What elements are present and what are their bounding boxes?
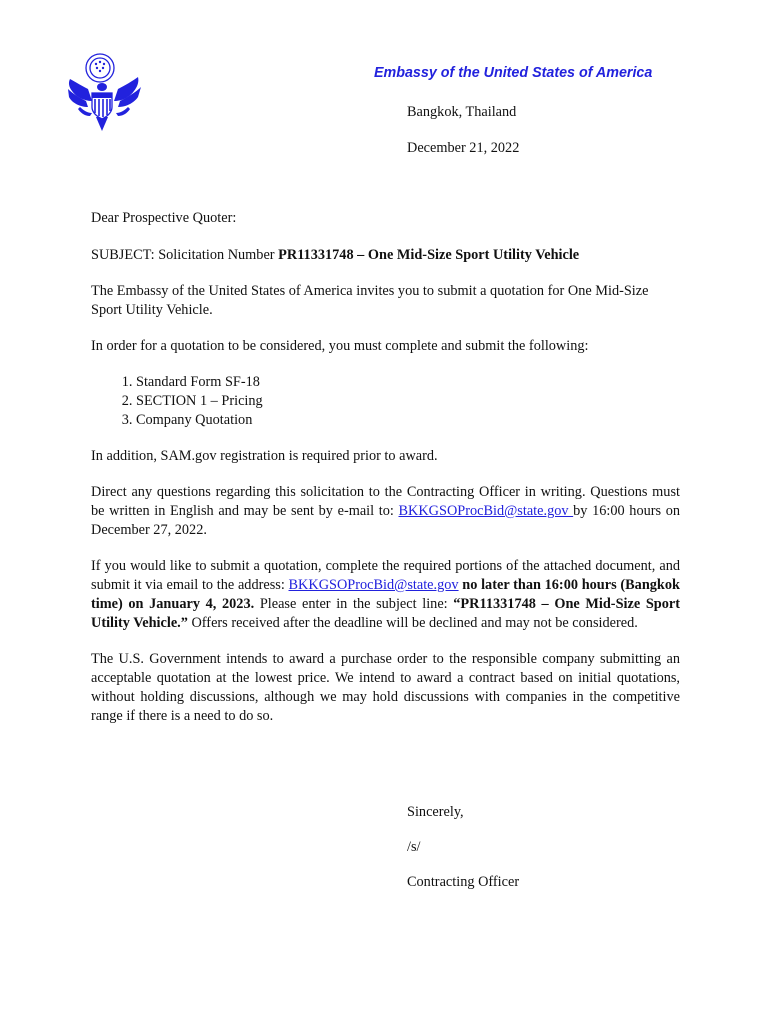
signature: /s/ (407, 839, 421, 855)
embassy-name: Embassy of the United States of America (374, 65, 653, 81)
signer-title: Contracting Officer (407, 874, 520, 890)
submission-paragraph (91, 557, 680, 633)
great-seal-icon (66, 49, 144, 133)
list-item: 1. Standard Form SF-18 (136, 373, 680, 392)
subject-prefix: SUBJECT: Solicitation Number (91, 247, 279, 263)
submission-warning: Offers received after the deadline will be declined and may not be considered. (187, 615, 638, 631)
submission-subject-line: “PR11331748 – One Mid-Size Sport Utility Vehicle.” (91, 596, 680, 631)
questions-paragraph (91, 483, 680, 540)
subject-title: PR11331748 – One Mid-Size Sport Utility Vehicle (278, 247, 580, 263)
location: Bangkok, Thailand (407, 104, 517, 120)
letter-body (91, 209, 680, 743)
submission-subject-intro: Please enter in the subject line: (254, 596, 454, 612)
submission-deadline: no later than 16:00 hours (Bangkok time) on January 4, 2023. (91, 577, 680, 612)
questions-text: Direct any questions regarding this solicitation to the Contracting Officer in writing. Questions must be written in English and may be sent by e-mail to: (91, 484, 680, 519)
submission-email-link[interactable]: BKKGSOProcBid@state.gov (288, 577, 459, 593)
sam-note: In addition, SAM.gov registration is required prior to award. (91, 448, 438, 464)
requirements-intro: In order for a quotation to be considered, you must complete and submit the following: (91, 338, 589, 354)
subject-line (91, 246, 680, 265)
list-item: 3. Company Quotation (136, 411, 680, 430)
letter-closing (407, 803, 519, 908)
salutation: Dear Prospective Quoter: (91, 210, 237, 226)
award-paragraph: The U.S. Government intends to award a purchase order to the responsible company submitting an acceptable quotation at the lowest price. We intend to award a contract based on initial quotations, without holding discussions, although we may hold discussions with companies in the competitive range if there is a need to do so. (91, 651, 680, 724)
valediction: Sincerely, (407, 804, 464, 820)
letter-date: December 21, 2022 (407, 140, 520, 156)
intro-paragraph: The Embassy of the United States of America invites you to submit a quotation for One Mid-Size Sport Utility Vehicle. (91, 283, 649, 318)
submission-text: If you would like to submit a quotation, complete the required portions of the attached document, and submit it via email to the address: (91, 558, 680, 593)
list-item: 2. SECTION 1 – Pricing (136, 392, 680, 411)
questions-email-link[interactable]: BKKGSOProcBid@state.gov (398, 503, 574, 519)
requirements-list (91, 373, 680, 430)
questions-deadline-text: by 16:00 hours on December 27, 2022. (91, 503, 680, 538)
